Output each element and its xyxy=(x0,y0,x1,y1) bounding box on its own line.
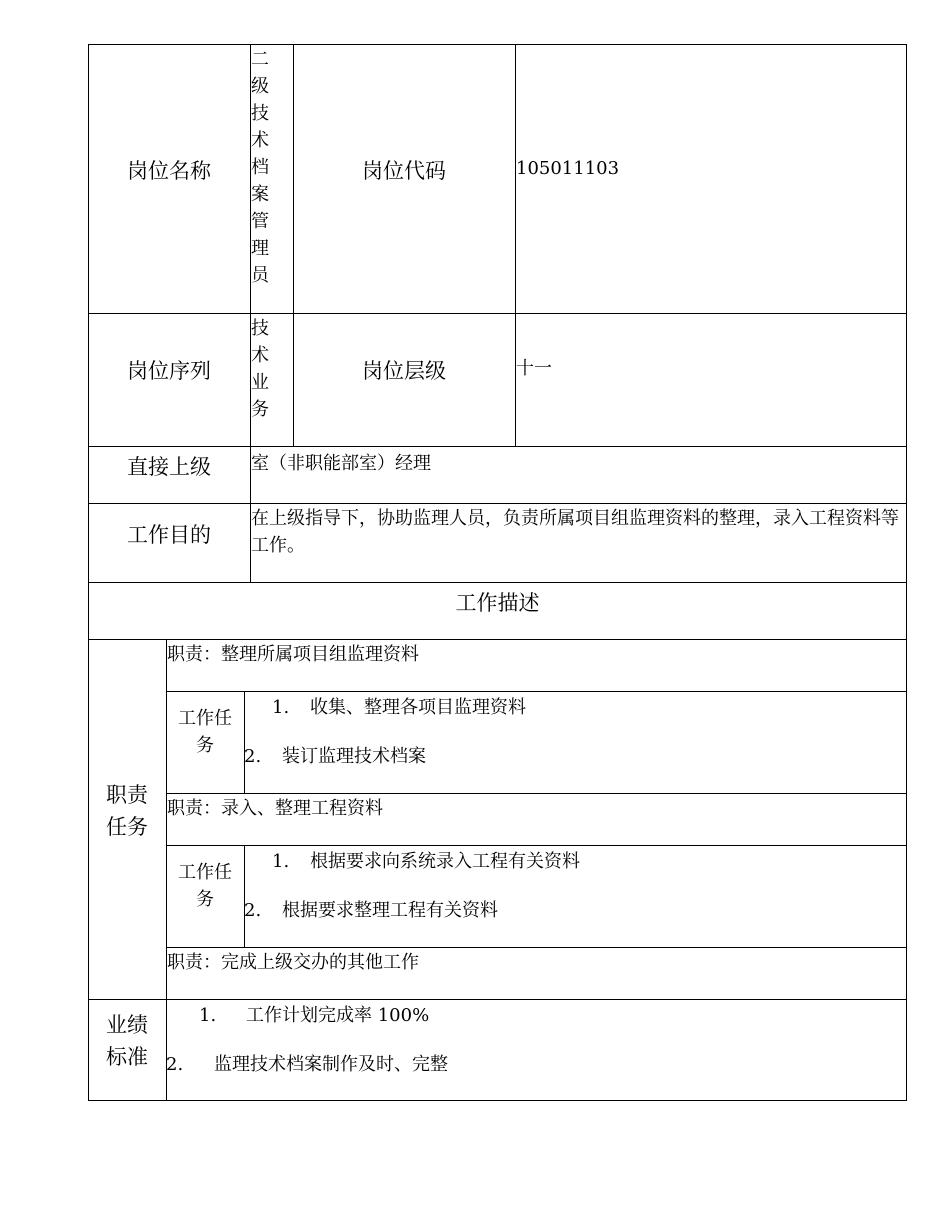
post-seq-value: 技术业务 xyxy=(251,318,269,420)
duty-item: 职责：录入、整理工程资料 xyxy=(167,798,383,819)
task-text: 根据要求整理工程有关资料 xyxy=(282,900,498,921)
col-divider xyxy=(244,691,245,793)
performance-label xyxy=(88,1009,166,1073)
row-divider xyxy=(88,582,907,583)
duty-tasks-label xyxy=(88,779,166,843)
purpose-value: 在上级指导下，协助监理人员，负责所属项目组监理资料的整理，录入工程资料等工作。 xyxy=(251,508,899,556)
post-code-label: 岗位代码 xyxy=(362,159,446,183)
task-number: 2. xyxy=(244,746,262,767)
duty-item: 职责：整理所属项目组监理资料 xyxy=(167,644,419,665)
performance-text: 工作计划完成率 100% xyxy=(246,1005,430,1026)
performance-number: 1. xyxy=(199,1005,217,1026)
task-number: 1. xyxy=(272,851,290,872)
task-number: 2. xyxy=(244,900,262,921)
col-divider xyxy=(244,845,245,947)
task-text: 收集、整理各项目监理资料 xyxy=(310,697,526,718)
duty-item: 职责：完成上级交办的其他工作 xyxy=(167,952,419,973)
performance-label-line1: 业绩 xyxy=(106,1013,148,1037)
duty-tasks-label-line1: 职责 xyxy=(106,783,148,807)
post-name-value: 二级技术档案管理员 xyxy=(251,49,269,286)
performance-label-line2: 标准 xyxy=(106,1045,148,1069)
purpose-label: 工作目的 xyxy=(127,523,211,547)
superior-value: 室（非职能部室）经理 xyxy=(251,453,431,474)
task-label xyxy=(166,859,244,913)
table-border xyxy=(88,44,907,1101)
duty-tasks-label-line2: 任务 xyxy=(106,815,148,839)
post-seq-label: 岗位序列 xyxy=(127,359,211,383)
row-divider xyxy=(88,503,907,504)
post-level-label: 岗位层级 xyxy=(362,359,446,383)
col-divider xyxy=(293,44,294,446)
row-divider xyxy=(166,947,907,948)
task-text: 根据要求向系统录入工程有关资料 xyxy=(310,851,580,872)
post-level-value: 十一 xyxy=(516,358,552,379)
row-divider xyxy=(166,845,907,846)
col-divider xyxy=(515,44,516,446)
performance-number: 2. xyxy=(166,1054,184,1075)
row-divider xyxy=(88,446,907,447)
performance-text: 监理技术档案制作及时、完整 xyxy=(214,1054,448,1075)
row-divider xyxy=(166,793,907,794)
row-divider xyxy=(88,639,907,640)
task-label-text: 工作任务 xyxy=(178,708,232,756)
row-divider xyxy=(88,999,907,1000)
task-label-text: 工作任务 xyxy=(178,862,232,910)
row-divider xyxy=(166,691,907,692)
task-label xyxy=(166,705,244,759)
row-divider xyxy=(88,313,907,314)
task-text: 装订监理技术档案 xyxy=(282,746,426,767)
post-code-value: 105011103 xyxy=(516,158,620,179)
post-name-label: 岗位名称 xyxy=(127,159,211,183)
superior-label: 直接上级 xyxy=(127,455,211,479)
task-number: 1. xyxy=(272,697,290,718)
work-description-title: 工作描述 xyxy=(455,591,540,615)
